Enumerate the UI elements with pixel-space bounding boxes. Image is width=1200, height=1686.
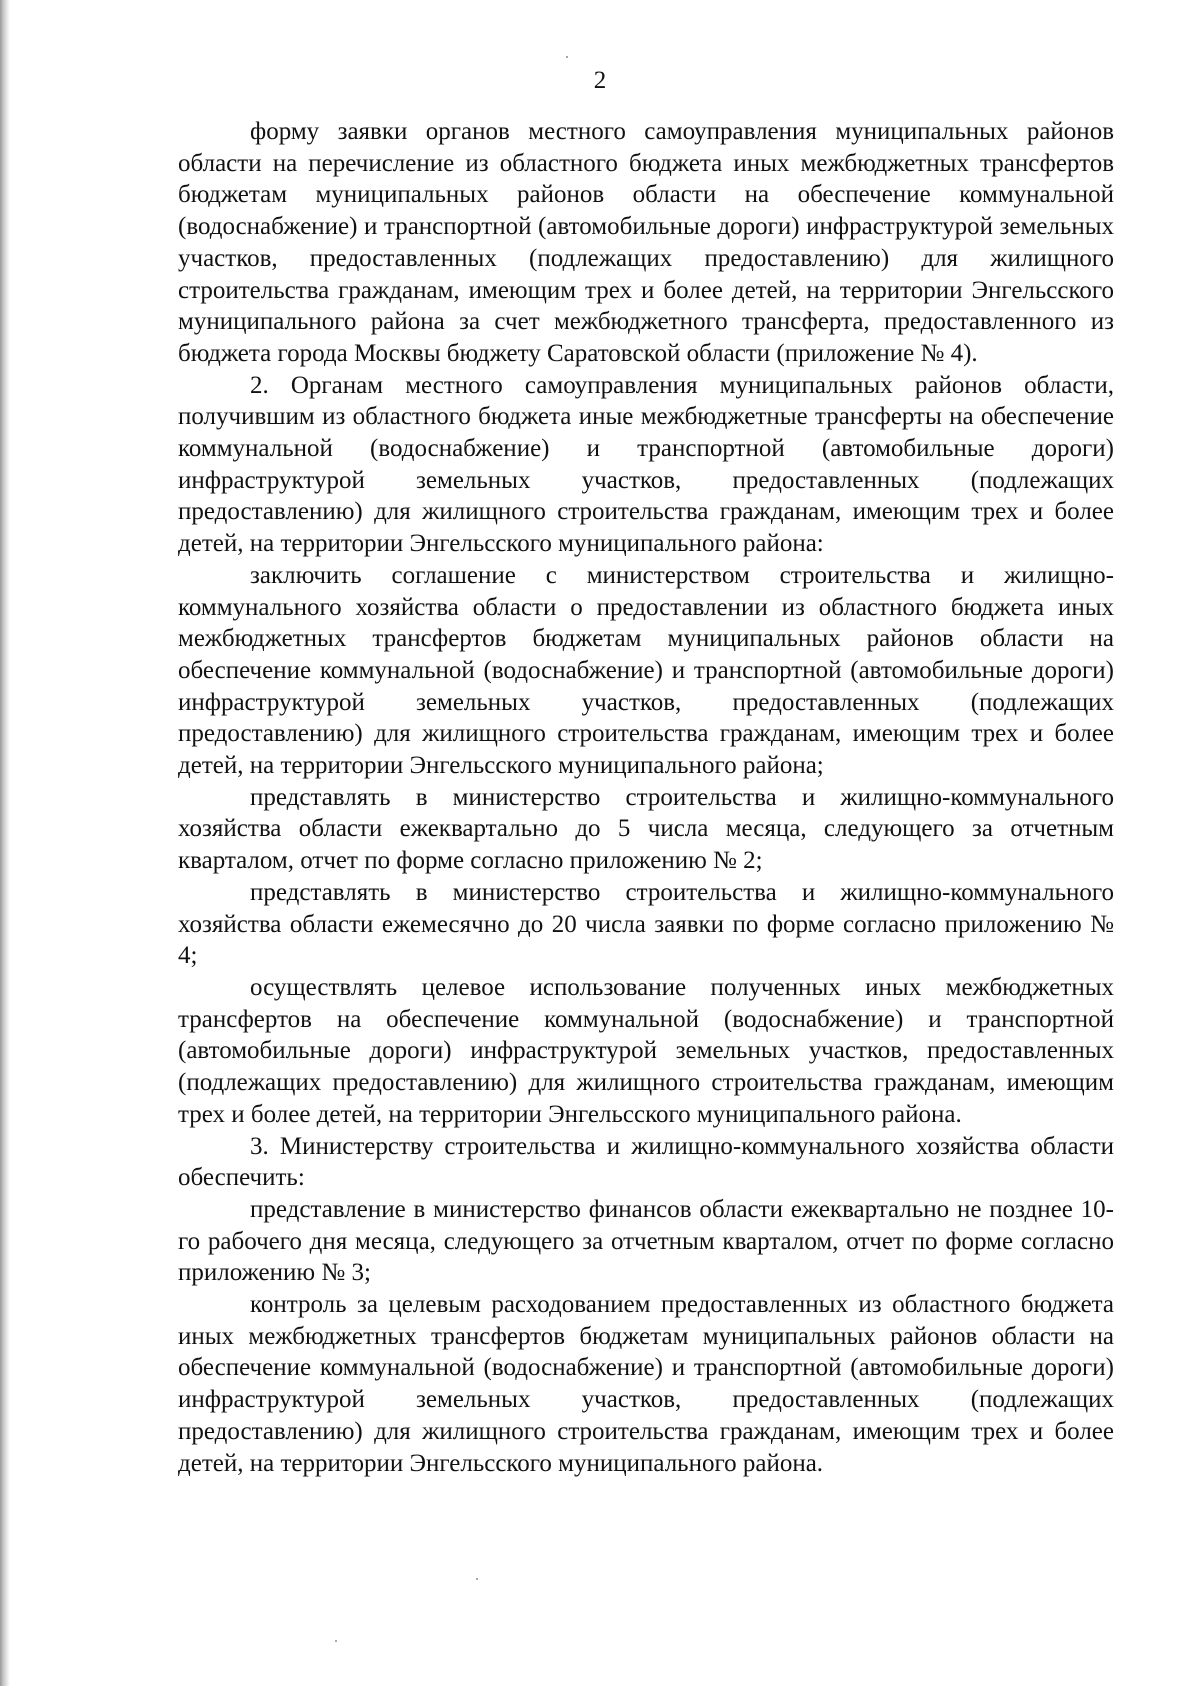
paragraph-item-3-ministry: 3. Министерству строительства и жилищно-коммунального хозяйства области обеспечить:	[178, 1132, 1114, 1192]
page-number: 2	[593, 67, 607, 94]
scan-speck	[335, 1640, 337, 1642]
paragraph-targeted-use: осуществлять целевое использование полученных иных межбюджетных трансфертов на обеспечение коммунальной (водоснабжение) и транспортной (автомобильные дороги) инфраструктурой земельных участков, предоставленных (подлежащих предоставлению) для жилищного строительства гражданам, имеющим трех и более детей, на территории Энгельсского муниципального района.	[178, 973, 1114, 1128]
scan-speck	[476, 1578, 478, 1580]
paragraph-conclude-agreement: заключить соглашение с министерством строительства и жилищно-коммунального хозяйства области о предоставлении из областного бюджета иных межбюджетных трансфертов бюджетам муниципальных районов области на обеспечение коммунальной (водоснабжение) и транспортной (автомобильные дороги) инфраструктурой земельных участков, предоставленных (подлежащих предоставлению) для жилищного строительства гражданам, имеющим трех и более детей, на территории Энгельсского муниципального района;	[178, 561, 1114, 780]
paragraph-finance-ministry-report: представление в министерство финансов области ежеквартально не позднее 10-го рабочего дня месяца, следующего за отчетным кварталом, отчет по форме согласно приложению № 3;	[178, 1195, 1114, 1287]
paragraph-application-form: форму заявки органов местного самоуправления муниципальных районов области на перечисление из областного бюджета иных межбюджетных трансфертов бюджетам муниципальных районов области на обеспечение коммунальной (водоснабжение) и транспортной (автомобильные дороги) инфраструктурой земельных участков, предоставленных (подлежащих предоставлению) для жилищного строительства гражданам, имеющим трех и более детей, на территории Энгельсского муниципального района за счет межбюджетного трансферта, предоставленного из бюджета города Москвы бюджету Саратовской области (приложение № 4).	[178, 118, 1114, 367]
scan-edge-shadow	[0, 0, 10, 1686]
document-body	[178, 116, 1114, 1479]
paragraph-quarterly-report: представлять в министерство строительства и жилищно-коммунального хозяйства области ежеквартально до 5 числа месяца, следующего за отчетным кварталом, отчет по форме согласно приложению № 2;	[178, 783, 1114, 875]
scan-speck	[566, 56, 568, 58]
paragraph-item-2-local-authorities: 2. Органам местного самоуправления муниципальных районов области, получившим из областного бюджета иные межбюджетные трансферты на обеспечение коммунальной (водоснабжение) и транспортной (автомобильные дороги) инфраструктурой земельных участков, предоставленных (подлежащих предоставлению) для жилищного строительства гражданам, имеющим трех и более детей, на территории Энгельсского муниципального района:	[178, 371, 1114, 558]
paragraph-monthly-requests: представлять в министерство строительства и жилищно-коммунального хозяйства области ежемесячно до 20 числа заявки по форме согласно приложению № 4;	[178, 878, 1114, 970]
paragraph-spending-control: контроль за целевым расходованием предоставленных из областного бюджета иных межбюджетных трансфертов бюджетам муниципальных районов области на обеспечение коммунальной (водоснабжение) и транспортной (автомобильные дороги) инфраструктурой земельных участков, предоставленных (подлежащих предоставлению) для жилищного строительства гражданам, имеющим трех и более детей, на территории Энгельсского муниципального района.	[178, 1291, 1114, 1477]
